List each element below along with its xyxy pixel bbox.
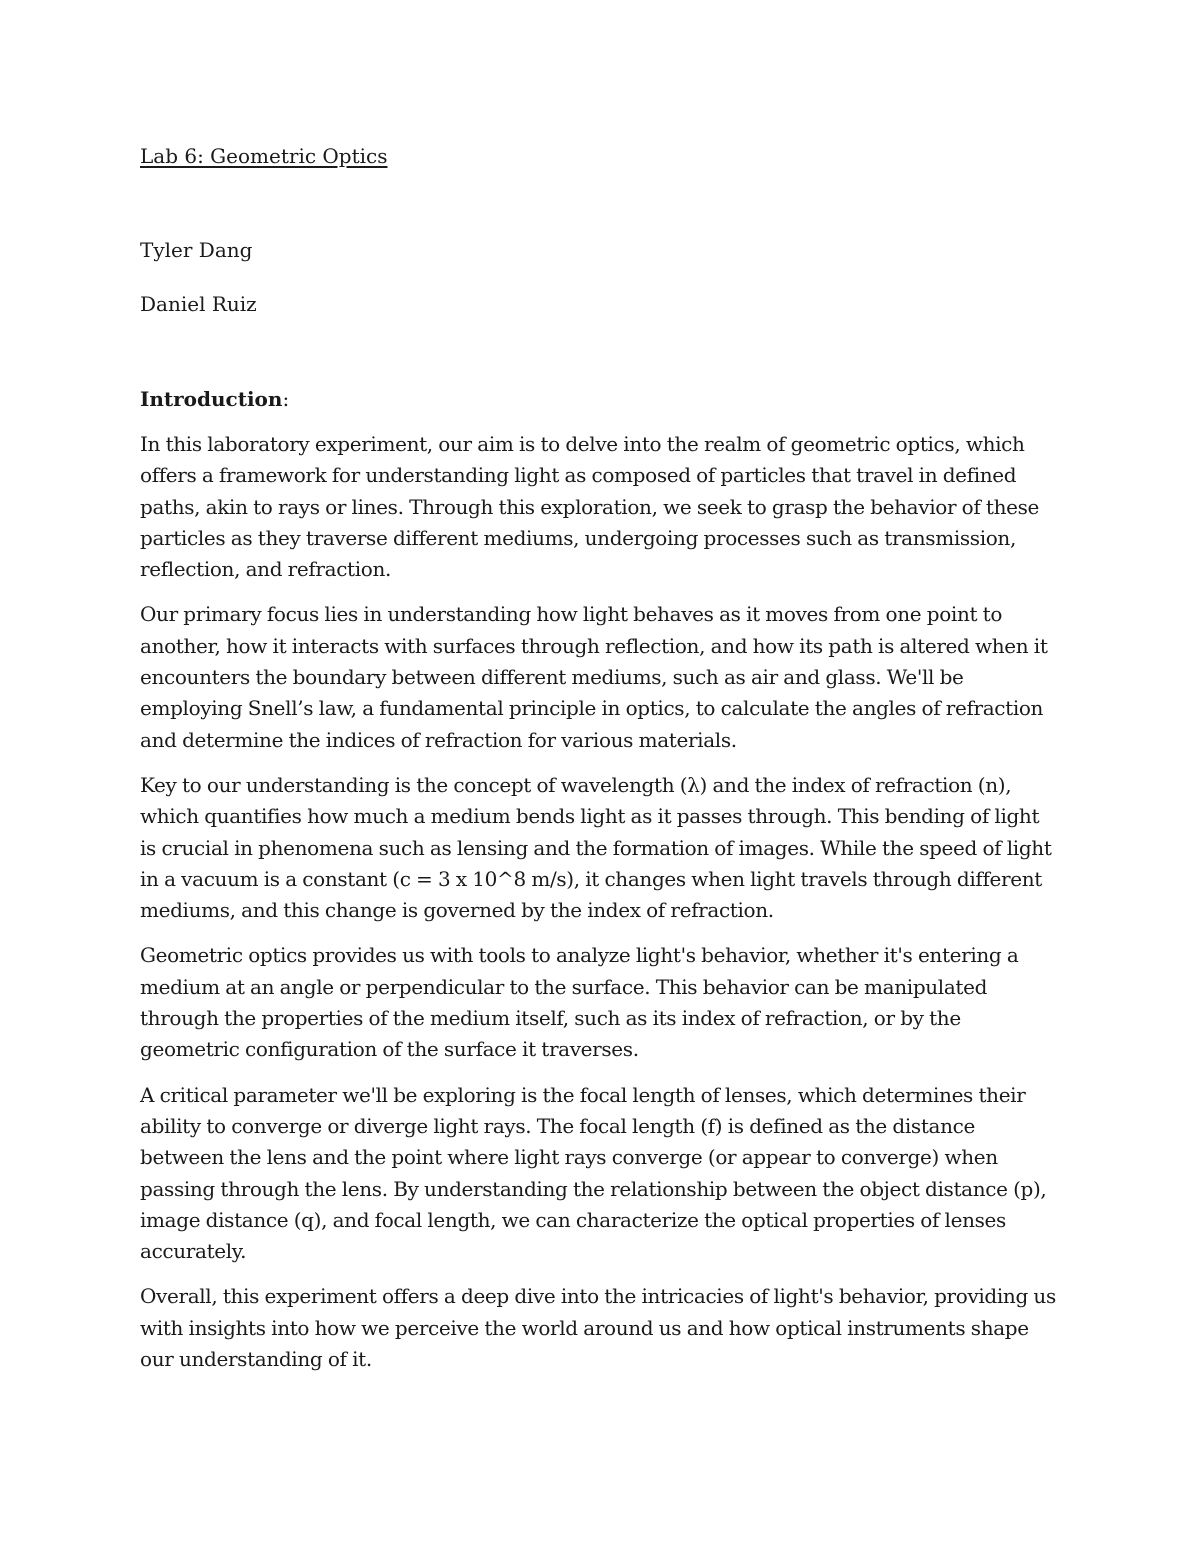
section-heading-colon: : [282,387,290,411]
body-paragraph: In this laboratory experiment, our aim is to delve into the realm of geometric optics, which offers a framework for understanding light as composed of particles that travel in defined paths, akin to rays or lines. Through this exploration, we seek to grasp the behavior of these particles as they traverse different mediums, undergoing processes such as transmission, reflection, and refraction. [140,432,1040,582]
body-paragraph: A critical parameter we'll be exploring is the focal length of lenses, which determines their ability to converge or diverge light rays. The focal length (f) is defined as the distance between the lens and the point where light rays converge (or appear to converge) when passing through the lens. By understanding the relationship between the object distance (p), image distance (q), and focal length, we can characterize the optical properties of lenses accurately. [140,1082,1047,1264]
section-heading-text: Introduction [140,387,283,411]
document-page [140,140,1060,1375]
body-paragraph: Geometric optics provides us with tools to analyze light's behavior, whether it's entering a medium at an angle or perpendicular to the surface. This behavior can be manipulated through the properties of the medium itself, such as its index of refraction, or by the geometric configuration of the surface it traverses. [140,943,1019,1062]
body-paragraph: Our primary focus lies in understanding how light behaves as it moves from one point to another, how it interacts with surfaces through reflection, and how its path is altered when it encounters the boundary between different mediums, such as air and glass. We'll be employing Snell’s law, a fundamental principle in optics, to calculate the angles of refraction and determine the indices of refraction for various materials. [140,602,1048,752]
document-title: Lab 6: Geometric Optics [140,144,388,168]
body-paragraph: Overall, this experiment offers a deep dive into the intricacies of light's behavior, providing us with insights into how we perceive the world around us and how optical instruments shape our understanding of it. [140,1284,1056,1372]
section-heading [140,383,1060,415]
body-paragraph: Key to our understanding is the concept of wavelength (λ) and the index of refraction (n), which quantifies how much a medium bends light as it passes through. This bending of light is crucial in phenomena such as lensing and the formation of images. While the speed of light in a vacuum is a constant (c = 3 x 10^8 m/s), it changes when light travels through different mediums, and this change is governed by the index of refraction. [140,772,1052,923]
author-name: Daniel Ruiz [140,292,257,316]
author-name: Tyler Dang [140,238,253,262]
